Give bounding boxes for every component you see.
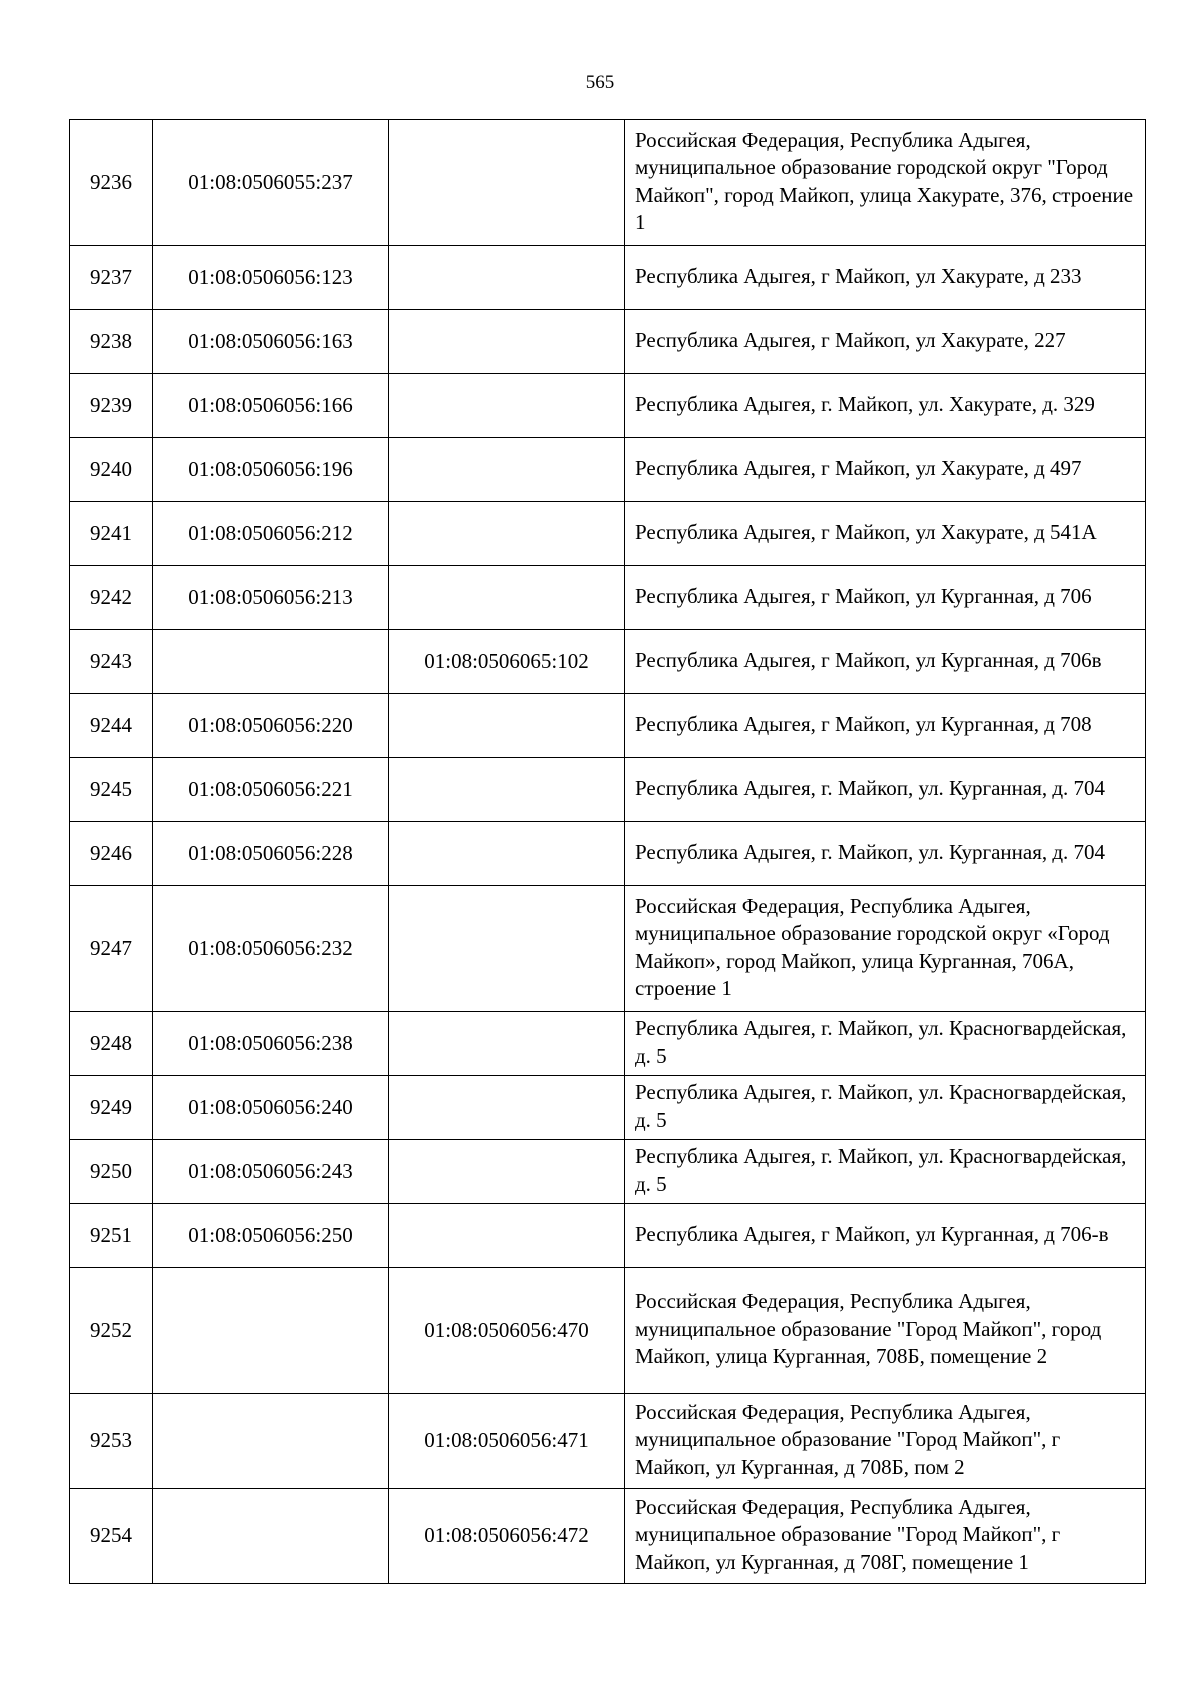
cadastral-number: 01:08:0506056:228 [153,822,389,886]
address: Республика Адыгея, г Майкоп, ул Хакурате, 227 [625,310,1146,374]
address: Республика Адыгея, г Майкоп, ул Курганная, д 706 [625,566,1146,630]
address: Российская Федерация, Республика Адыгея, муниципальное образование "Город Майкоп", г Майкоп, ул Курганная, д 708Б, пом 2 [625,1394,1146,1489]
table-row [70,1140,1146,1204]
address: Республика Адыгея, г. Майкоп, ул. Красногвардейская, д. 5 [625,1012,1146,1076]
address: Российская Федерация, Республика Адыгея, муниципальное образование городской округ «Город Майкоп», город Майкоп, улица Курганная, 706А, строение 1 [625,886,1146,1012]
table-row [70,694,1146,758]
cadastral-number: 01:08:0506056:123 [153,246,389,310]
address: Республика Адыгея, г Майкоп, ул Курганная, д 706-в [625,1204,1146,1268]
row-number: 9242 [70,566,153,630]
row-number: 9243 [70,630,153,694]
parent-cadastral-number [389,310,625,374]
address: Республика Адыгея, г. Майкоп, ул. Курганная, д. 704 [625,758,1146,822]
cadastral-number: 01:08:0506056:213 [153,566,389,630]
table-row [70,1394,1146,1489]
address: Республика Адыгея, г Майкоп, ул Хакурате, д 233 [625,246,1146,310]
row-number: 9239 [70,374,153,438]
row-number: 9250 [70,1140,153,1204]
address: Республика Адыгея, г Майкоп, ул Курганная, д 706в [625,630,1146,694]
cadastral-number: 01:08:0506056:238 [153,1012,389,1076]
cadastral-number: 01:08:0506056:232 [153,886,389,1012]
table-row [70,822,1146,886]
parent-cadastral-number [389,758,625,822]
address: Российская Федерация, Республика Адыгея, муниципальное образование "Город Майкоп", город Майкоп, улица Курганная, 708Б, помещение 2 [625,1268,1146,1394]
address: Российская Федерация, Республика Адыгея, муниципальное образование городской округ "Город Майкоп", город Майкоп, улица Хакурате, 376, строение 1 [625,120,1146,246]
parent-cadastral-number: 01:08:0506056:471 [389,1394,625,1489]
parent-cadastral-number [389,566,625,630]
cadastral-number: 01:08:0506056:240 [153,1076,389,1140]
cadastral-number: 01:08:0506056:166 [153,374,389,438]
table-row [70,1489,1146,1584]
cadastral-number: 01:08:0506056:163 [153,310,389,374]
address: Республика Адыгея, г. Майкоп, ул. Курганная, д. 704 [625,822,1146,886]
parent-cadastral-number [389,1204,625,1268]
row-number: 9236 [70,120,153,246]
cadastral-number: 01:08:0506056:220 [153,694,389,758]
parent-cadastral-number [389,1140,625,1204]
table-row [70,1204,1146,1268]
table-row [70,246,1146,310]
parent-cadastral-number [389,822,625,886]
table-row [70,120,1146,246]
parent-cadastral-number [389,438,625,502]
page-number: 565 [585,72,615,93]
row-number: 9246 [70,822,153,886]
address: Республика Адыгея, г. Майкоп, ул. Хакурате, д. 329 [625,374,1146,438]
table-row [70,374,1146,438]
row-number: 9253 [70,1394,153,1489]
address: Республика Адыгея, г Майкоп, ул Курганная, д 708 [625,694,1146,758]
cadastral-number [153,1268,389,1394]
parent-cadastral-number [389,886,625,1012]
row-number: 9245 [70,758,153,822]
parent-cadastral-number [389,246,625,310]
table-row [70,438,1146,502]
row-number: 9238 [70,310,153,374]
row-number: 9252 [70,1268,153,1394]
row-number: 9244 [70,694,153,758]
cadastral-number [153,1489,389,1584]
address: Республика Адыгея, г. Майкоп, ул. Красногвардейская, д. 5 [625,1140,1146,1204]
address: Республика Адыгея, г. Майкоп, ул. Красногвардейская, д. 5 [625,1076,1146,1140]
cadastral-number: 01:08:0506056:221 [153,758,389,822]
cadastral-number: 01:08:0506056:212 [153,502,389,566]
row-number: 9254 [70,1489,153,1584]
row-number: 9248 [70,1012,153,1076]
parent-cadastral-number [389,502,625,566]
cadastral-number: 01:08:0506056:243 [153,1140,389,1204]
cadastral-number [153,630,389,694]
table-row [70,502,1146,566]
row-number: 9241 [70,502,153,566]
row-number: 9247 [70,886,153,1012]
row-number: 9249 [70,1076,153,1140]
table-row [70,1012,1146,1076]
parent-cadastral-number: 01:08:0506056:470 [389,1268,625,1394]
cadastral-number [153,1394,389,1489]
parent-cadastral-number [389,694,625,758]
parent-cadastral-number: 01:08:0506065:102 [389,630,625,694]
cadastral-number: 01:08:0506055:237 [153,120,389,246]
table-row [70,758,1146,822]
row-number: 9237 [70,246,153,310]
table-row [70,1268,1146,1394]
parent-cadastral-number [389,120,625,246]
cadastral-number: 01:08:0506056:250 [153,1204,389,1268]
table-row [70,566,1146,630]
parent-cadastral-number: 01:08:0506056:472 [389,1489,625,1584]
cadastral-number: 01:08:0506056:196 [153,438,389,502]
address: Республика Адыгея, г Майкоп, ул Хакурате, д 541А [625,502,1146,566]
row-number: 9240 [70,438,153,502]
parent-cadastral-number [389,1076,625,1140]
table-row [70,310,1146,374]
address: Российская Федерация, Республика Адыгея, муниципальное образование "Город Майкоп", г Майкоп, ул Курганная, д 708Г, помещение 1 [625,1489,1146,1584]
row-number: 9251 [70,1204,153,1268]
parent-cadastral-number [389,374,625,438]
parent-cadastral-number [389,1012,625,1076]
table-row [70,886,1146,1012]
table-row [70,630,1146,694]
registry-table [69,119,1146,1584]
address: Республика Адыгея, г Майкоп, ул Хакурате, д 497 [625,438,1146,502]
table-row [70,1076,1146,1140]
